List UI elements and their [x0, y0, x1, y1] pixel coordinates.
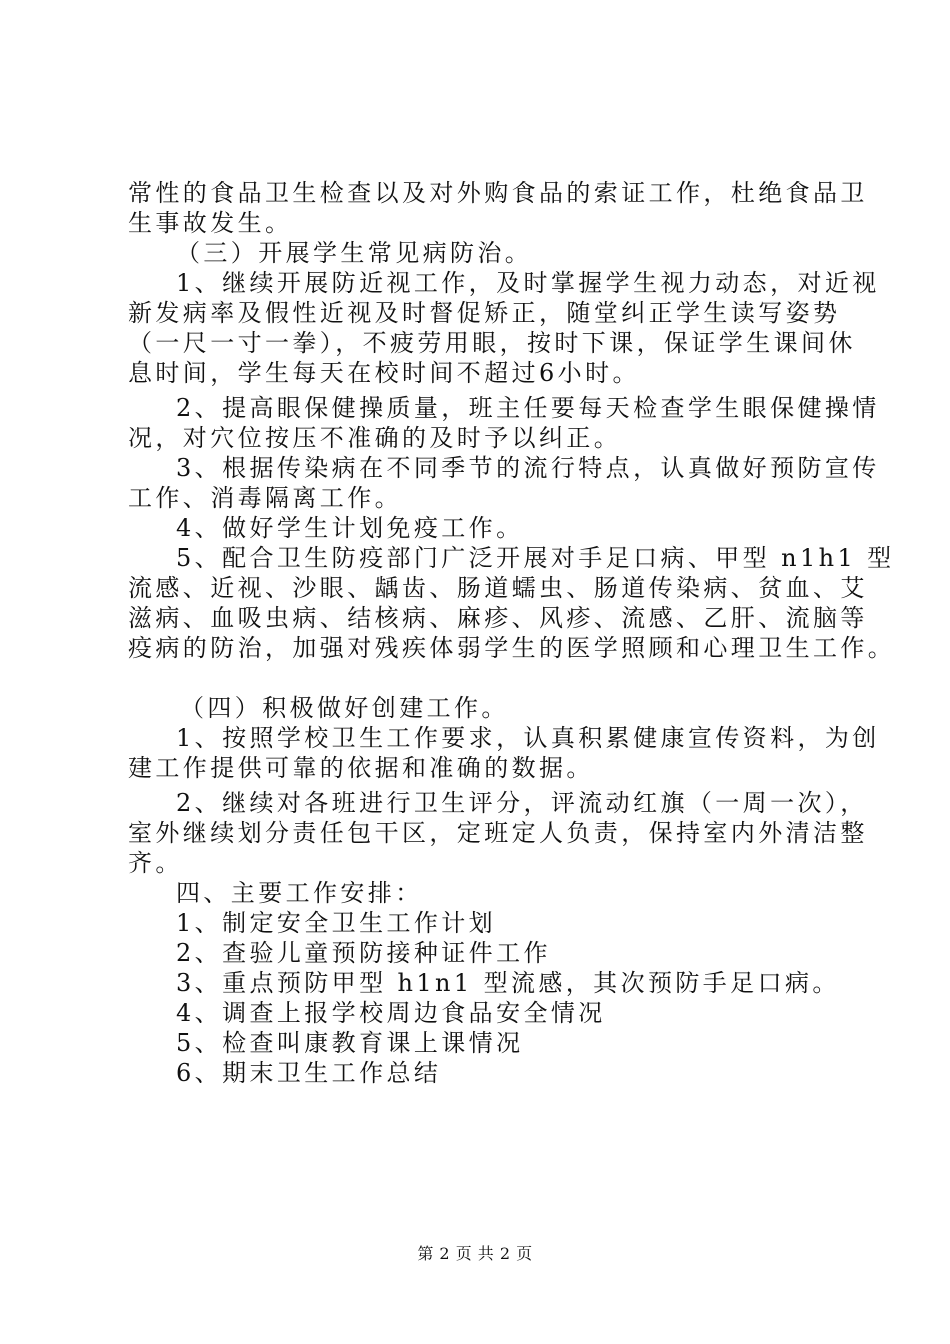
body-text-line: 息时间，学生每天在校时间不超过6小时。	[128, 359, 640, 387]
body-text-line: （一尺一寸一拳），不疲劳用眼，按时下课，保证学生课间休	[128, 329, 856, 357]
plan-list-item: 1、制定安全卫生工作计划	[176, 909, 497, 937]
plan-list-item: 4、调查上报学校周边食品安全情况	[176, 999, 606, 1027]
body-text-line: 流感、近视、沙眼、龋齿、肠道蠕虫、肠道传染病、贫血、艾	[128, 574, 868, 602]
body-text-line: 2、继续对各班进行卫生评分，评流动红旗（一周一次），	[176, 789, 868, 817]
section-heading-3: （三）开展学生常见病防治。	[176, 239, 533, 267]
plan-list-item: 5、检查叫康教育课上课情况	[176, 1029, 524, 1057]
body-text-line: 新发病率及假性近视及时督促矫正，随堂纠正学生读写姿势	[128, 299, 841, 327]
body-text-line: 4、做好学生计划免疫工作。	[176, 514, 524, 542]
body-text-line: 2、提高眼保健操质量，班主任要每天检查学生眼保健操情	[176, 394, 880, 422]
body-text-line: 常性的食品卫生检查以及对外购食品的索证工作，杜绝食品卫	[128, 179, 868, 207]
plan-list-item: 2、查验儿童预防接种证件工作	[176, 939, 551, 967]
plan-list-item: 6、期末卫生工作总结	[176, 1059, 442, 1087]
body-text-line: 齐。	[128, 849, 183, 877]
body-text-line: 1、继续开展防近视工作，及时掌握学生视力动态，对近视	[176, 269, 880, 297]
body-text-line: 滋病、血吸虫病、结核病、麻疹、风疹、流感、乙肝、流脑等	[128, 604, 868, 632]
body-text-line: 1、按照学校卫生工作要求，认真积累健康宣传资料，为创	[176, 724, 880, 752]
page-footer: 第 2 页 共 2 页	[417, 1244, 533, 1263]
section-heading-4: （四）积极做好创建工作。	[180, 694, 509, 722]
body-text-line: 工作、消毒隔离工作。	[128, 484, 402, 512]
body-text-line: 疫病的防治，加强对残疾体弱学生的医学照顾和心理卫生工作。	[128, 634, 896, 662]
body-text-line: 5、配合卫生防疫部门广泛开展对手足口病、甲型 n1h1 型	[176, 544, 895, 572]
body-text-line: 室外继续划分责任包干区，定班定人负责，保持室内外清洁整	[128, 819, 868, 847]
body-text-line: 生事故发生。	[128, 209, 293, 237]
section-heading-plan: 四、主要工作安排：	[176, 879, 423, 907]
plan-list-item: 3、重点预防甲型 h1n1 型流感，其次预防手足口病。	[176, 969, 840, 997]
body-text-line: 3、根据传染病在不同季节的流行特点，认真做好预防宣传	[176, 454, 880, 482]
body-text-line: 况，对穴位按压不准确的及时予以纠正。	[128, 424, 622, 452]
body-text-line: 建工作提供可靠的依据和准确的数据。	[128, 754, 594, 782]
